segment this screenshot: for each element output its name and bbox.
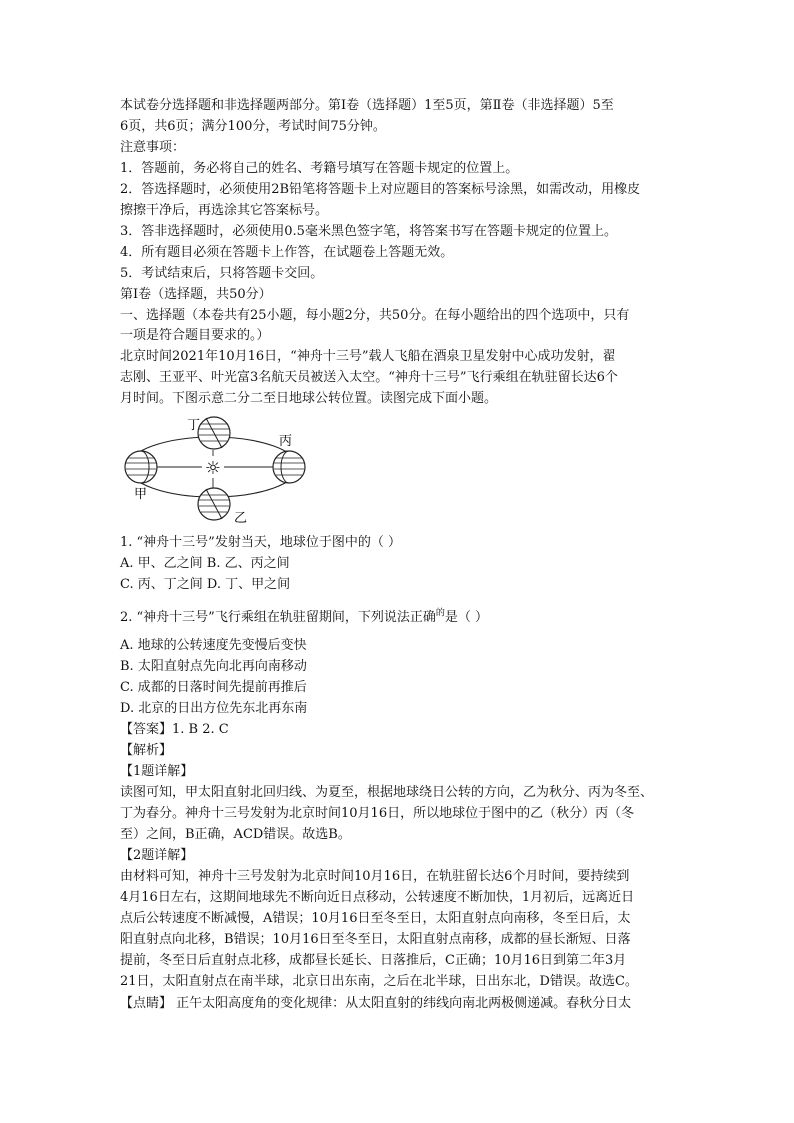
explain-2-line-4: 阳直射点向北移，B错误；10月16日至冬至日，太阳直射点南移，成都的昼长渐短、日落 — [120, 932, 631, 947]
earth-yi — [198, 488, 230, 520]
q2-stem — [120, 608, 488, 628]
section-intro-line-1: 一、选择题（本卷共有25小题，每小题2分，共50分。在每小题给出的四个选项中，只有 — [120, 308, 630, 323]
q2-option-b: B. 太阳直射点先向北再向南移动 — [120, 659, 307, 674]
notes-item-5: 5．考试结束后，只将答题卡交回。 — [120, 266, 324, 281]
passage-line-2: 志刚、王亚平、叶光富3名航天员被送入太空。“神舟十三号”飞行乘组在轨驻留长达6个 — [120, 370, 618, 385]
tip-line: 【点睛】 正午太阳高度角的变化规律：从太阳直射的纬线向南北两极侧递减。春秋分日太 — [120, 996, 632, 1011]
answer-line: 【答案】1. B 2. C — [120, 722, 229, 737]
analysis-heading: 【解析】 — [120, 743, 173, 758]
explain-1-line-2: 丁为春分。神舟十三号发射为北京时间10月16日，所以地球位于图中的乙（秋分）丙（冬 — [120, 806, 635, 821]
passage-line-3: 月时间。下图示意二分二至日地球公转位置。读图完成下面小题。 — [120, 391, 498, 406]
explain-1-line-1: 读图可知，甲太阳直射北回归线、为夏至，根据地球绕日公转的方向，乙为秋分、丙为冬至、 — [120, 785, 654, 800]
intro-line-1: 本试卷分选择题和非选择题两部分。第Ⅰ卷（选择题）1至5页，第Ⅱ卷（非选择题）5至 — [120, 98, 614, 113]
section-title: 第Ⅰ卷（选择题，共50分） — [120, 287, 272, 302]
notes-item-3: 3．答非选择题时，必须使用0.5毫米黑色签字笔，将答案书写在答题卡规定的位置上。 — [120, 224, 617, 239]
earth-bing — [273, 451, 305, 483]
intro-line-2: 6页，共6页；满分100分，考试时间75分钟。 — [120, 119, 386, 134]
notes-item-2-line-1: 2．答选择题时，必须使用2B铅笔将答题卡上对应题目的答案标号涂黑，如需改动，用橡皮 — [120, 182, 641, 197]
q1-options-ab: A. 甲、乙之间 B. 乙、丙之间 — [120, 556, 290, 571]
label-ding: 丁 — [187, 418, 201, 433]
notes-item-1: 1．答题前，务必将自己的姓名、考籍号填写在答题卡规定的位置上。 — [120, 161, 519, 176]
explain-2-line-1: 由材料可知，神舟十三号发射为北京时间10月16日，在轨驻留长达6个月时间，要持续到 — [120, 869, 630, 884]
sun-icon: ☼ — [204, 458, 222, 479]
notes-item-4: 4．所有题目必须在答题卡上作答，在试题卷上答题无效。 — [120, 245, 454, 260]
explain-1-line-3: 至）之间，B正确，ACD错误。故选B。 — [120, 827, 351, 842]
passage-line-1: 北京时间2021年10月16日，“神舟十三号”载人飞船在酒泉卫星发射中心成功发射，翟 — [120, 349, 616, 364]
explain-2-line-6: 21日，太阳直射点在南半球，北京日出东南，之后在北半球，日出东北，D错误。故选C。 — [120, 974, 638, 989]
q2-stem-superscript: 的 — [435, 608, 445, 619]
q1-stem: 1. “神舟十三号”发射当天，地球位于图中的（ ） — [120, 535, 401, 550]
notes-item-2-line-2: 擦擦干净后，再选涂其它答案标号。 — [120, 203, 329, 218]
label-bing: 丙 — [279, 434, 293, 449]
q2-option-d: D. 北京的日出方位先东北再东南 — [120, 701, 308, 716]
explain-2-line-3: 点后公转速度不断减慢，A错误；10月16日至冬至日，太阳直射点向南移，冬至日后，太 — [120, 911, 631, 926]
explain-1-heading: 【1题详解】 — [120, 764, 194, 779]
q2-option-a: A. 地球的公转速度先变慢后变快 — [120, 638, 307, 653]
explain-2-heading: 【2题详解】 — [120, 848, 194, 863]
section-intro-line-2: 一项是符合题目要求的。） — [120, 328, 270, 343]
earth-ding — [198, 417, 230, 449]
explain-2-line-5: 提前，冬至日后直射点北移，成都昼长延长、日落推后，C正确；10月16日到第二年3月 — [120, 953, 627, 968]
q2-option-c: C. 成都的日落时间先提前再推后 — [120, 680, 307, 695]
earth-jia — [125, 451, 157, 483]
label-yi: 乙 — [234, 511, 248, 526]
earth-orbit-diagram — [118, 412, 318, 528]
q2-stem-part-2: 是（ ） — [444, 610, 488, 625]
explain-2-line-2: 4月16日左右，这期间地球先不断向近日点移动，公转速度不断加快，1月初后，远离近日 — [120, 890, 635, 905]
q1-options-cd: C. 丙、丁之间 D. 丁、甲之间 — [120, 577, 291, 592]
notes-heading: 注意事项： — [120, 140, 186, 155]
q2-stem-part-1: 2. “神舟十三号”飞行乘组在轨驻留期间，下列说法正确 — [120, 610, 436, 625]
label-jia: 甲 — [134, 487, 148, 502]
